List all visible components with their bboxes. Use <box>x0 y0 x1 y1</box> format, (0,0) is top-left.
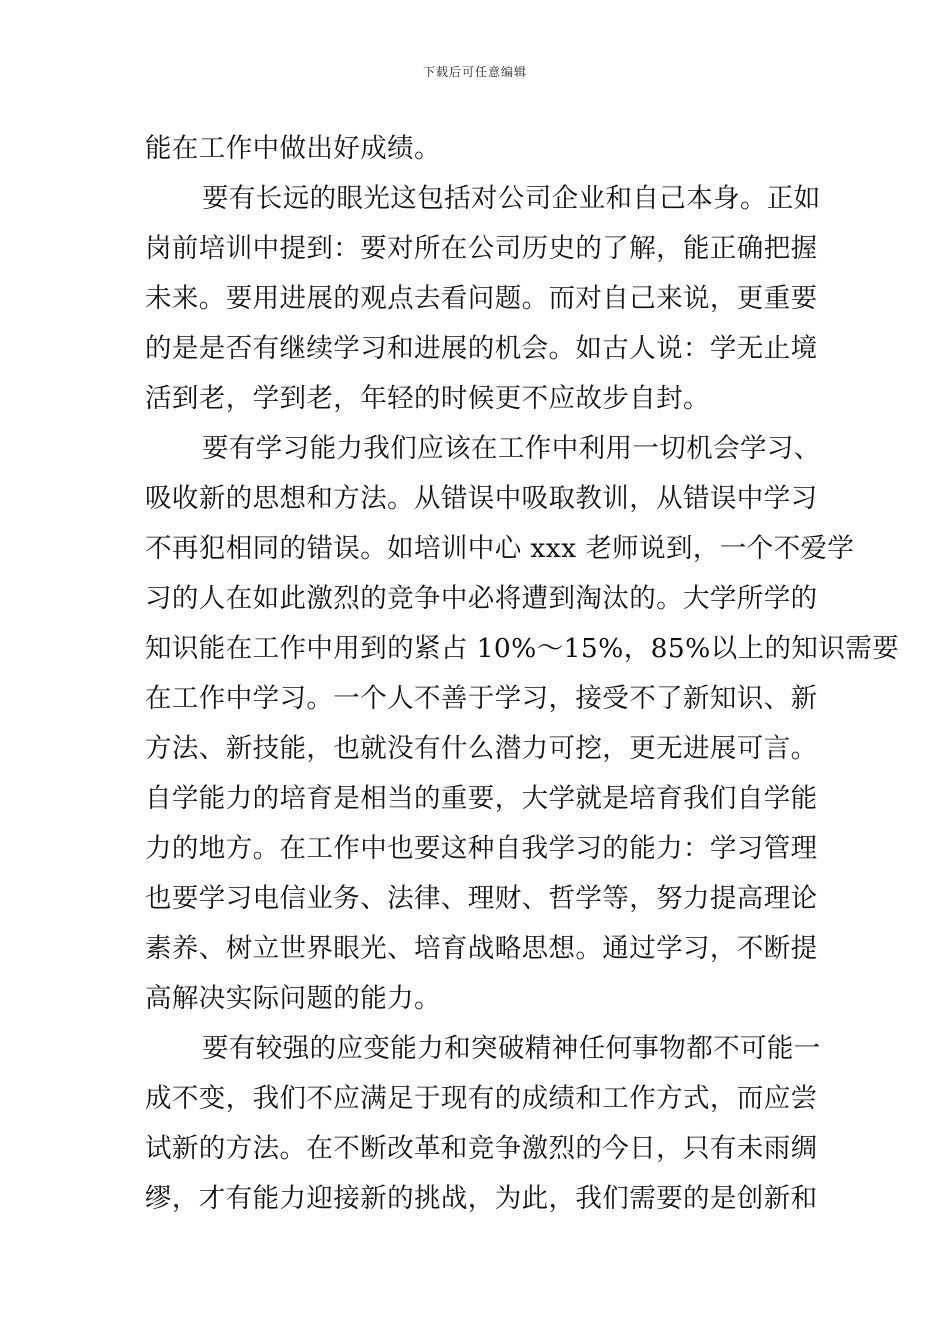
text-line: 力的地方。在工作中也要这种自我学习的能力：学习管理 <box>145 833 818 864</box>
text-line: 习的人在如此激烈的竞争中必将遭到淘汰的。大学所学的 <box>145 583 818 614</box>
text-line: 在工作中学习。一个人不善于学习，接受不了新知识、新 <box>145 683 818 714</box>
document-body <box>145 124 900 1224</box>
text-line: 岗前培训中提到：要对所在公司历史的了解，能正确把握 <box>145 233 818 264</box>
paragraph-start-line: 要有长远的眼光这包括对公司企业和自己本身。正如 <box>202 183 821 214</box>
text-line: 知识能在工作中用到的紧占 10%～15%，85%以上的知识需要 <box>145 633 900 664</box>
text-line: 也要学习电信业务、法律、理财、哲学等，努力提高理论 <box>145 883 818 914</box>
text-line: 的是是否有继续学习和进展的机会。如古人说：学无止境 <box>145 333 818 364</box>
text-line: 高解决实际问题的能力。 <box>145 983 441 1014</box>
paragraph-start-line: 要有学习能力我们应该在工作中利用一切机会学习、 <box>202 433 821 464</box>
text-line: 活到老，学到老，年轻的时候更不应故步自封。 <box>145 383 710 414</box>
text-line: 自学能力的培育是相当的重要，大学就是培育我们自学能 <box>145 783 818 814</box>
text-line: 试新的方法。在不断改革和竞争激烈的今日，只有未雨绸 <box>145 1133 818 1164</box>
text-line: 素养、树立世界眼光、培育战略思想。通过学习，不断提 <box>145 933 818 964</box>
page-header-note: 下载后可任意编辑 <box>422 65 527 79</box>
text-line: 能在工作中做出好成绩。 <box>145 133 441 164</box>
text-line: 吸收新的思想和方法。从错误中吸取教训，从错误中学习 <box>145 483 818 514</box>
text-line: 未来。要用进展的观点去看问题。而对自己来说，更重要 <box>145 283 818 314</box>
text-line: 成不变，我们不应满足于现有的成绩和工作方式，而应尝 <box>145 1083 818 1114</box>
text-line: 不再犯相同的错误。如培训中心 xxx 老师说到，一个不爱学 <box>145 533 855 564</box>
text-line: 缪，才有能力迎接新的挑战，为此，我们需要的是创新和 <box>145 1183 818 1214</box>
text-line: 方法、新技能，也就没有什么潜力可挖，更无进展可言。 <box>145 733 818 764</box>
paragraph-start-line: 要有较强的应变能力和突破精神任何事物都不可能一 <box>202 1033 821 1064</box>
